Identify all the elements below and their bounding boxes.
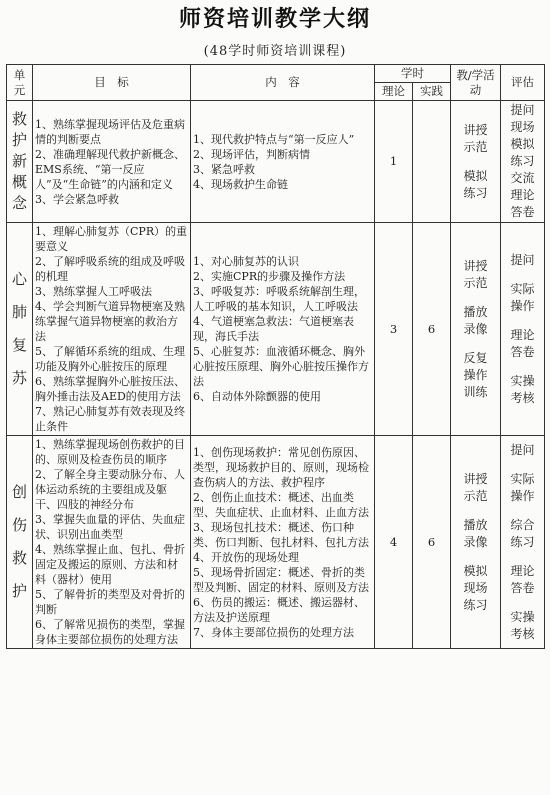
method-cell-line: 示范 bbox=[463, 488, 488, 503]
table-row bbox=[7, 436, 545, 649]
syllabus-table bbox=[6, 64, 545, 649]
evaluation-cell-line: 考核 bbox=[510, 390, 535, 405]
method-cell-line: 播放 bbox=[463, 304, 488, 319]
evaluation-cell-line: 答卷 bbox=[510, 580, 535, 595]
evaluation-cell-line: 交流 bbox=[510, 171, 535, 185]
evaluation-cell-line: 答卷 bbox=[510, 344, 535, 359]
header-practice: 实践 bbox=[413, 83, 451, 101]
evaluation-cell-line: 实际 bbox=[510, 281, 535, 296]
content-cell-line: 2、创伤止血技术：概述、出血类型、失血症状、止血材料、止血方法 bbox=[193, 490, 369, 519]
evaluation-cell-line: 练习 bbox=[510, 154, 535, 168]
unit-cell bbox=[7, 436, 33, 649]
evaluation-cell-line: 提问 bbox=[510, 252, 535, 267]
theory-hours-cell: 4 bbox=[375, 436, 413, 649]
practice-hours-cell: 6 bbox=[413, 436, 451, 649]
theory-hours-cell: 1 bbox=[375, 101, 413, 223]
content-cell-line: 1、创伤现场救护：常见创伤原因、类型，现场救护目的、原则，现场检查伤病人的方法、救护程序 bbox=[193, 445, 369, 489]
method-cell bbox=[451, 101, 501, 223]
method-cell-line: 练习 bbox=[463, 597, 488, 612]
goals-cell-line: 4、学会判断气道异物梗塞及熟练掌握气道异物梗塞的救治方法 bbox=[35, 300, 185, 343]
content-cell-line: 5、心脏复苏：血液循环概念、胸外心脏按压原理、胸外心脏按压操作方法 bbox=[193, 345, 369, 388]
unit-cell-line: 复 bbox=[11, 336, 27, 354]
goals-cell-line: 1、理解心肺复苏（CPR）的重要意义 bbox=[35, 225, 188, 253]
unit-cell-line: 苏 bbox=[11, 369, 27, 387]
evaluation-cell-line: 练习 bbox=[510, 534, 535, 549]
unit-cell-line: 创 bbox=[11, 483, 27, 501]
goals-cell-line: 3、掌握失血量的评估、失血症状、识别出血类型 bbox=[35, 513, 185, 541]
method-cell-line: 反复 bbox=[463, 350, 488, 365]
content-cell bbox=[191, 223, 375, 436]
unit-cell-line: 救 bbox=[11, 110, 27, 128]
evaluation-cell-line: 提问 bbox=[510, 103, 535, 117]
practice-hours-cell bbox=[413, 101, 451, 223]
header-hours: 学时 bbox=[375, 65, 451, 83]
goals-cell-line: 2、准确理解现代救护新概念、EMS系统、“第一反应人”及“生命链”的内涵和定义 bbox=[35, 147, 185, 191]
unit-cell bbox=[7, 101, 33, 223]
content-cell-line: 1、现代救护特点与“第一反应人” bbox=[193, 132, 355, 146]
header-row bbox=[7, 65, 545, 83]
method-cell-line: 播放 bbox=[463, 517, 488, 532]
unit-cell bbox=[7, 223, 33, 436]
method-cell-line: 操作 bbox=[463, 367, 488, 382]
content-cell-line: 3、呼吸复苏：呼吸系统解剖生理，人工呼吸的基本知识，人工呼吸法 bbox=[193, 285, 365, 313]
evaluation-cell-line: 操作 bbox=[510, 488, 535, 503]
method-cell-line: 讲授 bbox=[463, 471, 488, 486]
content-cell bbox=[191, 101, 375, 223]
method-cell-line: 练习 bbox=[463, 185, 488, 200]
goals-cell-line: 5、了解循环系统的组成、生理功能及胸外心脏按压的原理 bbox=[35, 345, 185, 373]
evaluation-cell-line: 综合 bbox=[510, 517, 535, 532]
method-cell-line: 示范 bbox=[463, 139, 488, 154]
goals-cell-line: 1、熟练掌握现场创伤救护的目的、原则及检查伤员的顺序 bbox=[35, 438, 185, 466]
goals-cell bbox=[33, 223, 191, 436]
goals-cell-line: 3、学会紧急呼救 bbox=[35, 192, 119, 206]
evaluation-cell-line: 理论 bbox=[510, 188, 535, 202]
content-cell-line: 3、现场包扎技术：概述、伤口种类、伤口判断、包扎材料、包扎方法 bbox=[193, 520, 369, 549]
goals-cell-line: 7、熟记心肺复苏有效表现及终止条件 bbox=[35, 405, 185, 433]
header-unit: 单元 bbox=[7, 65, 33, 101]
content-cell-line: 5、现场骨折固定：概述、骨折的类型及判断、固定的材料、原则及方法 bbox=[193, 565, 369, 594]
method-cell-line: 现场 bbox=[463, 580, 488, 595]
unit-cell-line: 护 bbox=[11, 582, 27, 600]
content-cell-line: 6、自动体外除颤器的使用 bbox=[193, 390, 321, 403]
evaluation-cell-line: 实际 bbox=[510, 471, 535, 486]
header-evaluation: 评估 bbox=[501, 65, 545, 101]
unit-cell-line: 救 bbox=[11, 549, 27, 567]
content-cell-line: 1、对心肺复苏的认识 bbox=[193, 255, 299, 268]
goals-cell-line: 6、了解常见损伤的类型，掌握身体主要部位损伤的处理方法 bbox=[35, 618, 185, 646]
evaluation-cell-line: 理论 bbox=[510, 327, 535, 342]
unit-cell-line: 念 bbox=[11, 194, 27, 212]
evaluation-cell-line: 模拟 bbox=[510, 137, 535, 151]
table-row bbox=[7, 223, 545, 436]
content-cell-line: 3、紧急呼救 bbox=[193, 162, 255, 176]
header-theory: 理论 bbox=[375, 83, 413, 101]
table-row bbox=[7, 101, 545, 223]
goals-cell-line: 2、了解呼吸系统的组成及呼吸的机理 bbox=[35, 255, 185, 283]
table-body bbox=[7, 101, 545, 649]
header-method: 教/学活动 bbox=[451, 65, 501, 101]
goals-cell-line: 4、熟练掌握止血、包扎、骨折固定及搬运的原则、方法和材料（器材）使用 bbox=[35, 543, 185, 586]
content-cell bbox=[191, 436, 375, 649]
evaluation-cell-line: 考核 bbox=[510, 626, 535, 641]
evaluation-cell-line: 操作 bbox=[510, 298, 535, 313]
content-cell-line: 6、伤员的搬运：概述、搬运器材、方法及护送原理 bbox=[193, 595, 365, 624]
method-cell-line: 模拟 bbox=[463, 563, 488, 578]
evaluation-cell-line: 提问 bbox=[510, 442, 535, 457]
goals-cell-line: 6、熟练掌握胸外心脏按压法、胸外捶击法及AED的使用方法 bbox=[35, 375, 185, 403]
method-cell bbox=[451, 436, 501, 649]
evaluation-cell bbox=[501, 101, 545, 223]
goals-cell-line: 3、熟练掌握人工呼吸法 bbox=[35, 285, 152, 298]
document-subtitle: (48学时师资培训课程) bbox=[203, 44, 347, 59]
method-cell-line: 讲授 bbox=[463, 122, 488, 137]
evaluation-cell-line: 理论 bbox=[510, 563, 535, 578]
content-cell-line: 4、开放伤的现场处理 bbox=[193, 550, 299, 564]
evaluation-cell-line: 实操 bbox=[510, 609, 535, 624]
method-cell-line: 训练 bbox=[463, 384, 488, 399]
unit-cell-line: 伤 bbox=[11, 516, 27, 534]
unit-cell-line: 护 bbox=[11, 131, 27, 149]
document-title: 师资培训教学大纲 bbox=[178, 6, 371, 32]
goals-cell-line: 5、了解骨折的类型及对骨折的判断 bbox=[35, 588, 185, 616]
unit-cell-line: 肺 bbox=[11, 303, 27, 321]
unit-cell-line: 心 bbox=[11, 270, 27, 288]
goals-cell-line: 2、了解全身主要动脉分布、人体运动系统的主要组成及躯干、四肢的神经分布 bbox=[35, 468, 185, 511]
method-cell-line: 录像 bbox=[463, 534, 488, 549]
method-cell-line: 示范 bbox=[463, 275, 488, 290]
goals-cell bbox=[33, 436, 191, 649]
practice-hours-cell: 6 bbox=[413, 223, 451, 436]
method-cell-line: 录像 bbox=[463, 321, 488, 336]
header-content: 内 容 bbox=[191, 65, 375, 101]
content-cell-line: 4、现场救护生命链 bbox=[193, 177, 288, 191]
method-cell bbox=[451, 223, 501, 436]
goals-cell-line: 1、熟练掌握现场评估及危重病情的判断要点 bbox=[35, 117, 185, 146]
theory-hours-cell: 3 bbox=[375, 223, 413, 436]
content-cell-line: 7、身体主要部位损伤的处理方法 bbox=[193, 625, 354, 639]
evaluation-cell-line: 现场 bbox=[510, 120, 535, 134]
evaluation-cell-line: 实操 bbox=[510, 373, 535, 388]
goals-cell bbox=[33, 101, 191, 223]
content-cell-line: 4、气道梗塞急救法：气道梗塞表现，海氏手法 bbox=[193, 315, 354, 343]
unit-cell-line: 概 bbox=[11, 173, 27, 191]
evaluation-cell bbox=[501, 223, 545, 436]
content-cell-line: 2、实施CPR的步骤及操作方法 bbox=[193, 270, 346, 283]
method-cell-line: 讲授 bbox=[463, 258, 488, 273]
header-goals: 目 标 bbox=[33, 65, 191, 101]
method-cell-line: 模拟 bbox=[463, 168, 488, 183]
content-cell-line: 2、现场评估，判断病情 bbox=[193, 147, 310, 161]
unit-cell-line: 新 bbox=[11, 152, 27, 170]
evaluation-cell bbox=[501, 436, 545, 649]
evaluation-cell-line: 答卷 bbox=[510, 205, 535, 219]
